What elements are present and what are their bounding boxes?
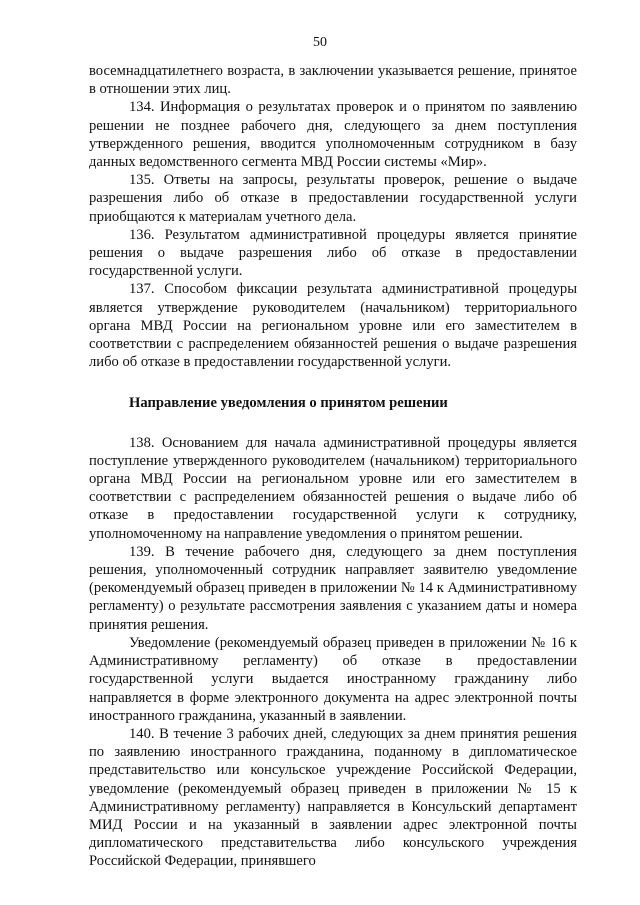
paragraph-notice: Уведомление (рекомендуемый образец приведен в приложении № 16 к Административному регламенту) об отказе в предоставлении государственной услуги выдается иностранному гражданину либо направляется в форме электронного документа на адрес электронной почты иностранного гражданина, указанный в заявлении. bbox=[89, 634, 577, 724]
paragraph-135: 135. Ответы на запросы, результаты проверок, решение о выдаче разрешения либо об отказе в предоставлении государственной услуги приобщаются к материалам учетного дела. bbox=[89, 172, 577, 225]
paragraph-134: 134. Информация о результатах проверок и о принятом по заявлению решении не позднее рабочего дня, следующего за днем поступления утвержденного решения, вводится уполномоченным сотрудником в базу данных ведомственного сегмента МВД России системы «Мир». bbox=[89, 99, 577, 171]
section-heading: Направление уведомления о принятом решении bbox=[129, 395, 448, 412]
paragraph-136: 136. Результатом административной процедуры является принятие решения о выдаче разрешения либо об отказе в предоставлении государственной услуги. bbox=[89, 226, 577, 280]
document-body bbox=[89, 62, 577, 871]
paragraph-140: 140. В течение 3 рабочих дней, следующих за днем принятия решения по заявлению иностранного гражданина, поданному в дипломатическое представительство или консульское учреждение Российской Федерации, уведомление (рекомендуемый образец приведен в приложении № 15 к Административному регламенту) направляется в Консульский департамент МИД России и на указанный в заявлении адрес электронной почты дипломатического представительства либо консульского учреждения Российской Федерации, принявшего bbox=[89, 725, 577, 870]
paragraph-139: 139. В течение рабочего дня, следующего за днем поступления решения, уполномоченный сотрудник направляет заявителю уведомление (рекомендуемый образец приведен в приложении № 14 к Административному регламенту) о результате рассмотрения заявления с указанием даты и номера принятия решения. bbox=[89, 543, 577, 633]
paragraph-137: 137. Способом фиксации результата административной процедуры является утверждение руководителем (начальником) территориального органа МВД России на региональном уровне или его заместителем в соответствии с распределением обязанностей решения о выдаче разрешения либо об отказе в предоставлении государственной услуги. bbox=[89, 281, 577, 371]
paragraph-138: 138. Основанием для начала административной процедуры является поступление утвержденного руководителем (начальником) территориального органа МВД России на региональном уровне или его заместителем в соответствии с распределением обязанностей решения о выдаче либо об отказе в предоставлении государственной услуги к сотруднику, уполномоченному на направление уведомления о принятом решении. bbox=[89, 434, 577, 542]
paragraph-continuation: восемнадцатилетнего возраста, в заключении указывается решение, принятое в отношении этих лиц. bbox=[89, 63, 577, 98]
page-number: 50 bbox=[313, 35, 327, 50]
